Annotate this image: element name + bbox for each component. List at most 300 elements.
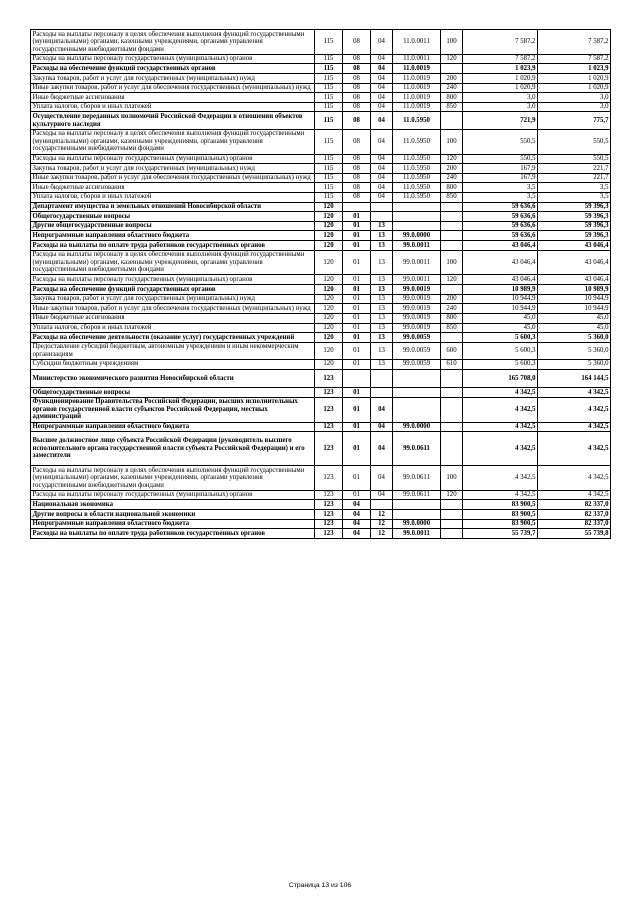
table-row: [31, 323, 611, 333]
target-article-code: 11.0.5950: [393, 183, 441, 193]
expense-type-code: [441, 369, 463, 388]
amount-year-2: 5 360,0: [538, 359, 611, 369]
amount-year-2: 1 020,9: [538, 83, 611, 93]
expense-type-code: [441, 202, 463, 212]
amount-year-1: 4 342,5: [463, 388, 538, 398]
target-article-code: 99.0.0000: [393, 231, 441, 241]
amount-year-1: 1 020,9: [463, 83, 538, 93]
expense-type-code: [441, 519, 463, 529]
amount-year-2: 1 020,9: [538, 74, 611, 84]
section-code: 08: [343, 30, 371, 55]
expense-type-code: [441, 285, 463, 295]
subsection-code: 12: [371, 519, 393, 529]
table-row: [31, 129, 611, 154]
subsection-code: [371, 500, 393, 510]
amount-year-1: 43 046,4: [463, 250, 538, 275]
item-name: Непрограммные направления областного бюджета: [31, 231, 315, 241]
item-name: Непрограммные направления областного бюджета: [31, 519, 315, 529]
target-article-code: 11.0.0011: [393, 30, 441, 55]
ministry-code: 115: [315, 192, 343, 202]
amount-year-2: 775,7: [538, 112, 611, 129]
ministry-code: 123: [315, 529, 343, 539]
ministry-code: 120: [315, 212, 343, 222]
target-article-code: [393, 510, 441, 520]
amount-year-2: 4 342,5: [538, 466, 611, 491]
amount-year-2: 43 046,4: [538, 241, 611, 251]
subsection-code: 13: [371, 275, 393, 285]
target-article-code: 11.0.0019: [393, 64, 441, 74]
item-name: Другие общегосударственные вопросы: [31, 221, 315, 231]
amount-year-1: 83 900,5: [463, 519, 538, 529]
expense-type-code: 850: [441, 323, 463, 333]
item-name: Общегосударственные вопросы: [31, 388, 315, 398]
amount-year-2: 4 342,5: [538, 388, 611, 398]
ministry-code: 120: [315, 202, 343, 212]
amount-year-2: 45,0: [538, 313, 611, 323]
expense-type-code: 240: [441, 173, 463, 183]
table-row: [31, 30, 611, 55]
target-article-code: 99.0.0019: [393, 304, 441, 314]
amount-year-2: 1 023,9: [538, 64, 611, 74]
section-code: 08: [343, 192, 371, 202]
section-code: 01: [343, 313, 371, 323]
page-footer: [0, 882, 640, 889]
amount-year-1: 550,5: [463, 129, 538, 154]
subsection-code: 04: [371, 129, 393, 154]
amount-year-1: 165 708,0: [463, 369, 538, 388]
section-code: 01: [343, 333, 371, 343]
amount-year-2: 82 337,0: [538, 519, 611, 529]
table-row: [31, 54, 611, 64]
item-name: Уплата налогов, сборов и иных платежей: [31, 102, 315, 112]
subsection-code: [371, 202, 393, 212]
subsection-code: 13: [371, 231, 393, 241]
expense-type-code: 100: [441, 30, 463, 55]
item-name: Закупка товаров, работ и услуг для государственных (муниципальных) нужд: [31, 164, 315, 174]
amount-year-2: 82 337,0: [538, 500, 611, 510]
section-code: 01: [343, 275, 371, 285]
ministry-code: 120: [315, 221, 343, 231]
amount-year-1: 3,5: [463, 183, 538, 193]
ministry-code: 115: [315, 173, 343, 183]
amount-year-2: 43 046,4: [538, 250, 611, 275]
table-row: [31, 202, 611, 212]
subsection-code: 04: [371, 397, 393, 422]
target-article-code: 99.0.0019: [393, 285, 441, 295]
section-code: 01: [343, 359, 371, 369]
ministry-code: 120: [315, 304, 343, 314]
table-row: [31, 212, 611, 222]
item-name: Общегосударственные вопросы: [31, 212, 315, 222]
ministry-code: 120: [315, 342, 343, 359]
table-row: [31, 313, 611, 323]
target-article-code: 99.0.0019: [393, 323, 441, 333]
section-code: 08: [343, 183, 371, 193]
item-name: Уплата налогов, сборов и иных платежей: [31, 323, 315, 333]
table-row: [31, 369, 611, 388]
expense-type-code: 800: [441, 313, 463, 323]
amount-year-1: 59 636,6: [463, 221, 538, 231]
section-code: 01: [343, 323, 371, 333]
ministry-code: 120: [315, 323, 343, 333]
ministry-code: 115: [315, 74, 343, 84]
ministry-code: 115: [315, 183, 343, 193]
section-code: 08: [343, 83, 371, 93]
amount-year-1: 59 636,6: [463, 212, 538, 222]
amount-year-2: 4 342,5: [538, 490, 611, 500]
subsection-code: 04: [371, 164, 393, 174]
section-code: 04: [343, 519, 371, 529]
ministry-code: 120: [315, 313, 343, 323]
amount-year-2: 10 989,9: [538, 285, 611, 295]
target-article-code: 99.0.0019: [393, 313, 441, 323]
table-row: [31, 333, 611, 343]
ministry-code: 123: [315, 388, 343, 398]
target-article-code: 99.0.0611: [393, 466, 441, 491]
expense-type-code: [441, 333, 463, 343]
item-name: Расходы на обеспечение деятельности (оказание услуг) государственных учреждений: [31, 333, 315, 343]
ministry-code: 115: [315, 64, 343, 74]
target-article-code: 11.0.5950: [393, 154, 441, 164]
amount-year-2: 82 337,0: [538, 510, 611, 520]
amount-year-1: 5 600,3: [463, 359, 538, 369]
table-row: [31, 183, 611, 193]
amount-year-2: 4 342,5: [538, 397, 611, 422]
amount-year-2: 59 396,3: [538, 221, 611, 231]
section-code: 08: [343, 64, 371, 74]
table-row: [31, 529, 611, 539]
table-row: [31, 221, 611, 231]
expense-type-code: 200: [441, 294, 463, 304]
section-code: [343, 369, 371, 388]
amount-year-1: 55 739,7: [463, 529, 538, 539]
target-article-code: 99.0.0059: [393, 342, 441, 359]
item-name: Расходы на обеспечение функций государственных органов: [31, 285, 315, 295]
target-article-code: 11.0.5950: [393, 129, 441, 154]
ministry-code: 120: [315, 275, 343, 285]
section-code: 08: [343, 173, 371, 183]
subsection-code: 13: [371, 294, 393, 304]
table-row: [31, 490, 611, 500]
subsection-code: 04: [371, 93, 393, 103]
budget-table-page: [30, 29, 610, 539]
item-name: Расходы на выплаты персоналу государственных (муниципальных) органов: [31, 54, 315, 64]
section-code: 01: [343, 250, 371, 275]
amount-year-2: 3,5: [538, 183, 611, 193]
subsection-code: 04: [371, 64, 393, 74]
expense-type-code: 120: [441, 275, 463, 285]
subsection-code: 13: [371, 333, 393, 343]
table-row: [31, 285, 611, 295]
table-row: [31, 241, 611, 251]
subsection-code: 04: [371, 154, 393, 164]
table-row: [31, 93, 611, 103]
amount-year-1: 45,0: [463, 313, 538, 323]
table-row: [31, 112, 611, 129]
section-code: 01: [343, 422, 371, 432]
amount-year-2: 5 360,0: [538, 333, 611, 343]
section-code: 04: [343, 510, 371, 520]
amount-year-2: 59 396,3: [538, 231, 611, 241]
item-name: Непрограммные направления областного бюджета: [31, 422, 315, 432]
ministry-code: 120: [315, 241, 343, 251]
amount-year-2: 550,5: [538, 129, 611, 154]
item-name: Уплата налогов, сборов и иных платежей: [31, 192, 315, 202]
amount-year-1: 59 636,6: [463, 202, 538, 212]
expense-type-code: [441, 422, 463, 432]
item-name: Закупка товаров, работ и услуг для государственных (муниципальных) нужд: [31, 74, 315, 84]
section-code: 08: [343, 93, 371, 103]
ministry-code: 123: [315, 432, 343, 466]
subsection-code: 04: [371, 102, 393, 112]
item-name: Министерство экономического развития Новосибирской области: [31, 369, 315, 388]
amount-year-1: 3,0: [463, 102, 538, 112]
expense-type-code: 120: [441, 154, 463, 164]
ministry-code: 115: [315, 30, 343, 55]
item-name: Расходы на выплаты персоналу государственных (муниципальных) органов: [31, 490, 315, 500]
ministry-code: 123: [315, 500, 343, 510]
section-code: 08: [343, 74, 371, 84]
item-name: Расходы на выплаты персоналу государственных (муниципальных) органов: [31, 275, 315, 285]
target-article-code: 99.0.0000: [393, 422, 441, 432]
subsection-code: 04: [371, 466, 393, 491]
expense-type-code: 120: [441, 54, 463, 64]
item-name: Иные закупки товаров, работ и услуг для обеспечения государственных (муниципальных) нужд: [31, 304, 315, 314]
ministry-code: 115: [315, 54, 343, 64]
section-code: 01: [343, 304, 371, 314]
target-article-code: [393, 212, 441, 222]
amount-year-1: 7 587,2: [463, 54, 538, 64]
table-row: [31, 192, 611, 202]
section-code: 08: [343, 129, 371, 154]
amount-year-2: 4 342,5: [538, 432, 611, 466]
section-code: 08: [343, 154, 371, 164]
amount-year-1: 3,5: [463, 192, 538, 202]
target-article-code: [393, 500, 441, 510]
amount-year-2: 3,0: [538, 93, 611, 103]
section-code: [343, 202, 371, 212]
ministry-code: 123: [315, 422, 343, 432]
ministry-code: 123: [315, 519, 343, 529]
budget-table: [30, 29, 611, 539]
amount-year-1: 10 944,9: [463, 294, 538, 304]
table-row: [31, 422, 611, 432]
amount-year-2: 45,0: [538, 323, 611, 333]
ministry-code: 115: [315, 112, 343, 129]
amount-year-1: 59 636,6: [463, 231, 538, 241]
target-article-code: 11.0.5950: [393, 192, 441, 202]
amount-year-1: 83 900,5: [463, 500, 538, 510]
section-code: 01: [343, 490, 371, 500]
page-number: Страница 13 из 106: [288, 882, 352, 889]
subsection-code: 04: [371, 422, 393, 432]
item-name: Субсидии бюджетным учреждениям: [31, 359, 315, 369]
subsection-code: 12: [371, 529, 393, 539]
subsection-code: 04: [371, 54, 393, 64]
item-name: Иные бюджетные ассигнования: [31, 183, 315, 193]
section-code: 01: [343, 231, 371, 241]
table-row: [31, 294, 611, 304]
item-name: Высшее должностное лицо субъекта Российской Федерации (руководитель высшего исполнительного органа государственной власти субъекта Российской Федерации) и его заместители: [31, 432, 315, 466]
subsection-code: 13: [371, 221, 393, 231]
subsection-code: 13: [371, 241, 393, 251]
amount-year-1: 7 587,2: [463, 30, 538, 55]
table-row: [31, 154, 611, 164]
amount-year-2: 59 396,3: [538, 202, 611, 212]
subsection-code: 13: [371, 359, 393, 369]
target-article-code: 99.0.0059: [393, 359, 441, 369]
subsection-code: [371, 369, 393, 388]
expense-type-code: 600: [441, 342, 463, 359]
expense-type-code: 200: [441, 164, 463, 174]
ministry-code: 120: [315, 333, 343, 343]
target-article-code: 11.0.5950: [393, 164, 441, 174]
expense-type-code: 240: [441, 304, 463, 314]
amount-year-1: 45,0: [463, 323, 538, 333]
amount-year-1: 167,9: [463, 164, 538, 174]
table-row: [31, 275, 611, 285]
amount-year-2: 43 046,4: [538, 275, 611, 285]
amount-year-1: 10 989,9: [463, 285, 538, 295]
table-row: [31, 304, 611, 314]
amount-year-2: 59 396,3: [538, 212, 611, 222]
subsection-code: 04: [371, 490, 393, 500]
item-name: Национальная экономика: [31, 500, 315, 510]
section-code: 01: [343, 466, 371, 491]
target-article-code: 11.0.0019: [393, 74, 441, 84]
amount-year-1: 4 342,5: [463, 490, 538, 500]
target-article-code: 99.0.0059: [393, 333, 441, 343]
item-name: Расходы на выплаты по оплате труда работников государственных органов: [31, 241, 315, 251]
amount-year-1: 4 342,5: [463, 432, 538, 466]
section-code: 01: [343, 397, 371, 422]
amount-year-2: 10 944,9: [538, 304, 611, 314]
ministry-code: 115: [315, 164, 343, 174]
ministry-code: 123: [315, 466, 343, 491]
target-article-code: 11.0.0019: [393, 93, 441, 103]
item-name: Осуществление переданных полномочий Российской Федерации в отношении объектов культурного наследия: [31, 112, 315, 129]
expense-type-code: [441, 500, 463, 510]
subsection-code: 04: [371, 74, 393, 84]
table-row: [31, 519, 611, 529]
table-row: [31, 359, 611, 369]
section-code: 01: [343, 212, 371, 222]
amount-year-1: 10 944,9: [463, 304, 538, 314]
target-article-code: 11.0.5950: [393, 173, 441, 183]
table-row: [31, 83, 611, 93]
target-article-code: [393, 388, 441, 398]
section-code: 08: [343, 54, 371, 64]
table-row: [31, 510, 611, 520]
section-code: 01: [343, 342, 371, 359]
table-row: [31, 342, 611, 359]
ministry-code: 120: [315, 294, 343, 304]
amount-year-2: 7 587,2: [538, 30, 611, 55]
amount-year-2: 3,0: [538, 102, 611, 112]
item-name: Расходы на выплаты персоналу в целях обеспечения выполнения функций государственными (муниципальными) органами, казенными учреждениями, органами управления государственными внебюджетными фондами: [31, 250, 315, 275]
subsection-code: 13: [371, 323, 393, 333]
ministry-code: 120: [315, 359, 343, 369]
section-code: 01: [343, 241, 371, 251]
expense-type-code: [441, 388, 463, 398]
ministry-code: 115: [315, 83, 343, 93]
amount-year-2: 3,5: [538, 192, 611, 202]
amount-year-2: 7 587,2: [538, 54, 611, 64]
table-row: [31, 250, 611, 275]
amount-year-2: 550,5: [538, 154, 611, 164]
subsection-code: 13: [371, 342, 393, 359]
ministry-code: 123: [315, 510, 343, 520]
expense-type-code: 100: [441, 129, 463, 154]
expense-type-code: [441, 231, 463, 241]
table-row: [31, 173, 611, 183]
item-name: Департамент имущества и земельных отношений Новосибирской области: [31, 202, 315, 212]
item-name: Иные бюджетные ассигнования: [31, 313, 315, 323]
item-name: Расходы на выплаты персоналу в целях обеспечения выполнения функций государственными (муниципальными) органами, казенными учреждениями, органами управления государственными внебюджетными фондами: [31, 129, 315, 154]
ministry-code: 115: [315, 93, 343, 103]
amount-year-1: 43 046,4: [463, 241, 538, 251]
amount-year-2: 55 739,8: [538, 529, 611, 539]
target-article-code: 99.0.0000: [393, 519, 441, 529]
table-row: [31, 102, 611, 112]
target-article-code: [393, 221, 441, 231]
amount-year-1: 550,5: [463, 154, 538, 164]
expense-type-code: [441, 397, 463, 422]
section-code: 01: [343, 285, 371, 295]
section-code: 04: [343, 529, 371, 539]
amount-year-2: 5 360,0: [538, 342, 611, 359]
subsection-code: [371, 388, 393, 398]
amount-year-1: 4 342,5: [463, 422, 538, 432]
expense-type-code: [441, 529, 463, 539]
subsection-code: 04: [371, 173, 393, 183]
expense-type-code: [441, 432, 463, 466]
expense-type-code: [441, 64, 463, 74]
item-name: Расходы на выплаты по оплате труда работников государственных органов: [31, 529, 315, 539]
subsection-code: 04: [371, 112, 393, 129]
item-name: Иные закупки товаров, работ и услуг для обеспечения государственных (муниципальных) нужд: [31, 83, 315, 93]
table-row: [31, 500, 611, 510]
subsection-code: 12: [371, 510, 393, 520]
target-article-code: 11.0.5950: [393, 112, 441, 129]
subsection-code: [371, 212, 393, 222]
item-name: Функционирование Правительства Российской Федерации, высших исполнительных органов государственной власти субъектов Российской Федерации, местных администраций: [31, 397, 315, 422]
target-article-code: 99.0.0019: [393, 294, 441, 304]
target-article-code: 99.0.0611: [393, 490, 441, 500]
table-row: [31, 432, 611, 466]
ministry-code: 120: [315, 285, 343, 295]
table-row: [31, 388, 611, 398]
amount-year-1: 5 600,3: [463, 342, 538, 359]
section-code: 01: [343, 432, 371, 466]
table-row: [31, 74, 611, 84]
expense-type-code: [441, 221, 463, 231]
amount-year-2: 4 342,5: [538, 422, 611, 432]
amount-year-1: 1 023,9: [463, 64, 538, 74]
target-article-code: 99.0.0011: [393, 250, 441, 275]
amount-year-1: 167,9: [463, 173, 538, 183]
subsection-code: 04: [371, 183, 393, 193]
amount-year-1: 3,0: [463, 93, 538, 103]
subsection-code: 04: [371, 83, 393, 93]
item-name: Другие вопросы в области национальной экономики: [31, 510, 315, 520]
subsection-code: 13: [371, 313, 393, 323]
target-article-code: 11.0.0011: [393, 54, 441, 64]
ministry-code: 120: [315, 250, 343, 275]
item-name: Расходы на выплаты персоналу в целях обеспечения выполнения функций государственными (муниципальными) органами, казенными учреждениями, органами управления государственными внебюджетными фондами: [31, 30, 315, 55]
target-article-code: [393, 369, 441, 388]
ministry-code: 120: [315, 231, 343, 241]
